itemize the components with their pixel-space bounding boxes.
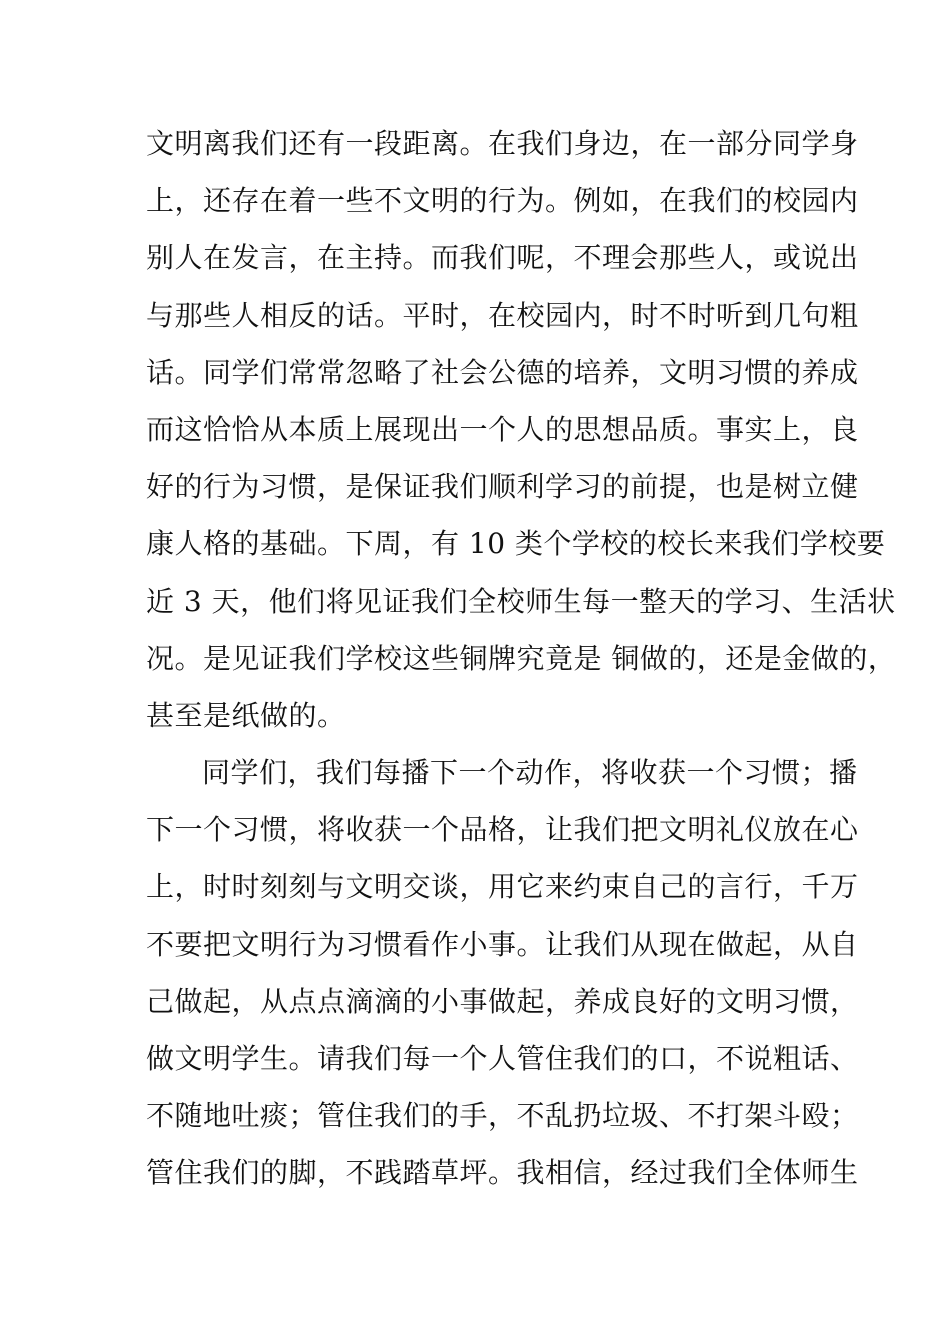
text-line: 上，时时刻刻与文明交谈，用它来约束自己的言行，千万 — [146, 870, 859, 904]
text-line: 与那些人相反的话。平时，在校园内，时不时听到几句粗 — [146, 298, 859, 332]
text-line: 下一个习惯，将收获一个品格，让我们把文明礼仪放在心 — [146, 813, 859, 847]
text-line: 文明离我们还有一段距离。在我们身边，在一部分同学身 — [146, 127, 859, 160]
text-line: 管住我们的脚，不践踏草坪。我相信，经过我们全体师生 — [146, 1156, 859, 1190]
text-line: 近 3 天，他们将见证我们全校师生每一整天的学习、生活状 — [146, 584, 896, 618]
text-line: 别人在发言，在主持。而我们呢，不理会那些人，或说出 — [146, 241, 859, 275]
text-line: 甚至是纸做的。 — [146, 698, 346, 732]
document-body — [146, 115, 897, 1202]
text-line: 做文明学生。请我们每一个人管住我们的口，不说粗话、 — [146, 1042, 859, 1075]
text-line: 而这恰恰从本质上展现出一个人的思想品质。事实上，良 — [146, 412, 859, 446]
text-line: 己做起，从点点滴滴的小事做起，养成良好的文明习惯， — [146, 984, 859, 1018]
text-line: 话。同学们常常忽略了社会公德的培养，文明习惯的养成 — [146, 355, 859, 389]
text-line: 不随地吐痰；管住我们的手，不乱扔垃圾、不打架斗殴； — [146, 1099, 859, 1133]
text-line: 况。是见证我们学校这些铜牌究竟是 铜做的，还是金做的， — [146, 641, 897, 675]
text-line: 康人格的基础。下周，有 10 类个学校的校长来我们学校要 — [146, 527, 886, 561]
text-line: 好的行为习惯，是保证我们顺利学习的前提，也是树立健 — [146, 470, 859, 504]
text-line: 上，还存在着一些不文明的行为。例如，在我们的校园内 — [146, 184, 859, 218]
text-line: 不要把文明行为习惯看作小事。让我们从现在做起，从自 — [146, 927, 859, 961]
text-line-indented: 同学们，我们每播下一个动作，将收获一个习惯；播 — [202, 756, 858, 790]
